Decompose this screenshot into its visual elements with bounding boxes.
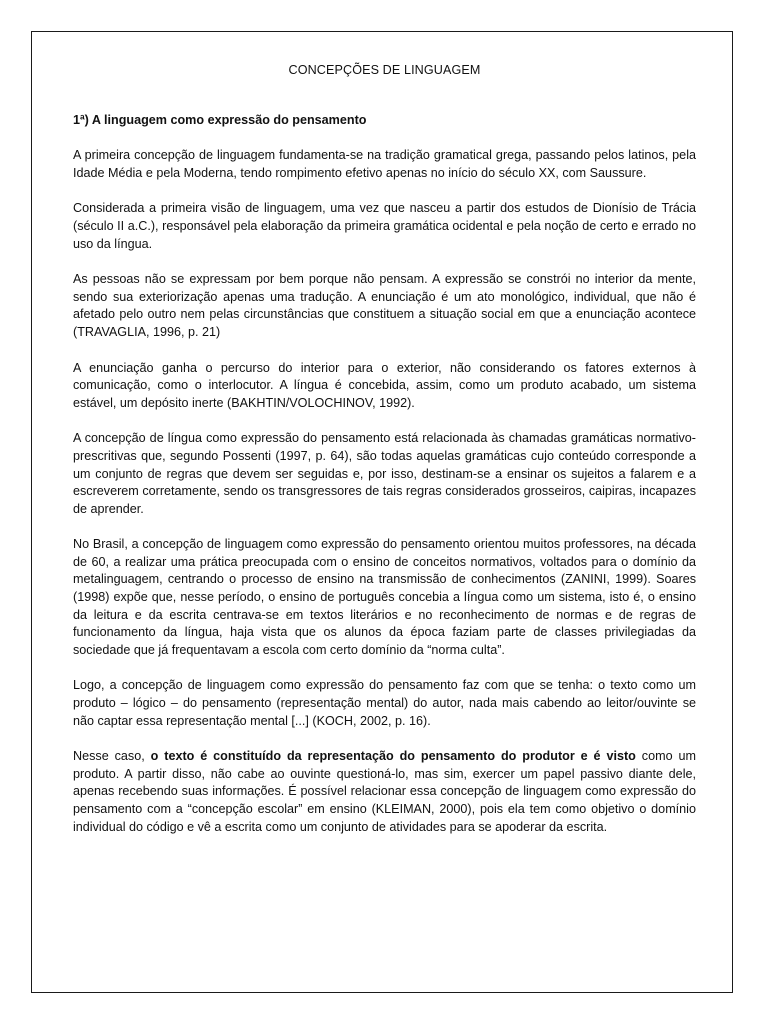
paragraph-8-rest: como um produto. A partir disso, não cabe ao ouvinte questioná-lo, mas sim, exercer um papel passivo diante dele, apenas recebendo suas informações. É possível relacionar essa concepção de linguagem como expressão do pensamento com a “concepção escolar” em ensino (KLEIMAN, 2000), pois ela tem como objetivo o domínio individual do código e vê a escrita como um conjunto de atividades para se apoderar da escrita.: [73, 749, 696, 834]
paragraph-3: As pessoas não se expressam por bem porque não pensam. A expressão se constrói no interior da mente, sendo sua exteriorização apenas uma tradução. A enunciação é um ato monológico, individual, que não é afetado pelo outro nem pelas circunstâncias que constituem a situação social em que a enunciação acontece (TRAVAGLIA, 1996, p. 21): [73, 272, 696, 339]
paragraph-1: A primeira concepção de linguagem fundamenta-se na tradição gramatical grega, passando pelos latinos, pela Idade Média e pela Moderna, tendo rompimento efetivo apenas no início do século XX, com Saussure.: [73, 148, 696, 180]
document-title: CONCEPÇÕES DE LINGUAGEM: [288, 63, 481, 77]
paragraph-2: Considerada a primeira visão de linguagem, uma vez que nasceu a partir dos estudos de Dionísio de Trácia (século II a.C.), responsável pela elaboração da primeira gramática ocidental e pela noção de certo e errado no uso da língua.: [73, 201, 696, 251]
paragraph-7: Logo, a concepção de linguagem como expressão do pensamento faz com que se tenha: o texto como um produto – lógico – do pensamento (representação mental) do autor, nada mais cabendo ao leitor/ouvinte se não captar essa representação mental [...] (KOCH, 2002, p. 16).: [73, 678, 696, 728]
paragraph-5: A concepção de língua como expressão do pensamento está relacionada às chamadas gramáticas normativo-prescritivas que, segundo Possenti (1997, p. 64), são todas aquelas gramáticas cujo conteúdo corresponde a um conjunto de regras que devem ser seguidas e, por isso, destinam-se a ensinar os sujeitos a falarem e a escreverem corretamente, sendo os transgressores de tais regras considerados grosseiros, caipiras, incapazes de aprender.: [73, 431, 696, 516]
paragraph-8-lead: Nesse caso,: [73, 749, 151, 764]
section-heading: 1ª) A linguagem como expressão do pensamento: [73, 112, 367, 127]
paragraph-6: No Brasil, a concepção de linguagem como expressão do pensamento orientou muitos professores, na década de 60, a realizar uma prática preocupada com o ensino de conceitos normativos, voltados para o domínio da metalinguagem, centrando o processo de ensino na transmissão de conhecimentos (ZANINI, 1999). Soares (1998) expõe que, nesse período, o ensino de português concebia a língua como um sistema, isto é, o ensino da leitura e da escrita centrava-se em textos literários e no reconhecimento de normas e de regras de funcionamento da língua, haja vista que os alunos da época faziam parte de classes privilegiadas da sociedade que já frequentavam a escola com certo domínio da “norma culta”.: [73, 537, 696, 657]
paragraph-8-emphasis: o texto é constituído da representação do pensamento do produtor e é visto: [150, 749, 636, 764]
document-body: [73, 62, 696, 854]
paragraph-8: [73, 748, 696, 836]
paragraph-4: A enunciação ganha o percurso do interior para o exterior, não considerando os fatores externos à comunicação, como o interlocutor. A língua é concebida, assim, como um produto acabado, um sistema estável, um depósito inerte (BAKHTIN/VOLOCHINOV, 1992).: [73, 360, 696, 410]
